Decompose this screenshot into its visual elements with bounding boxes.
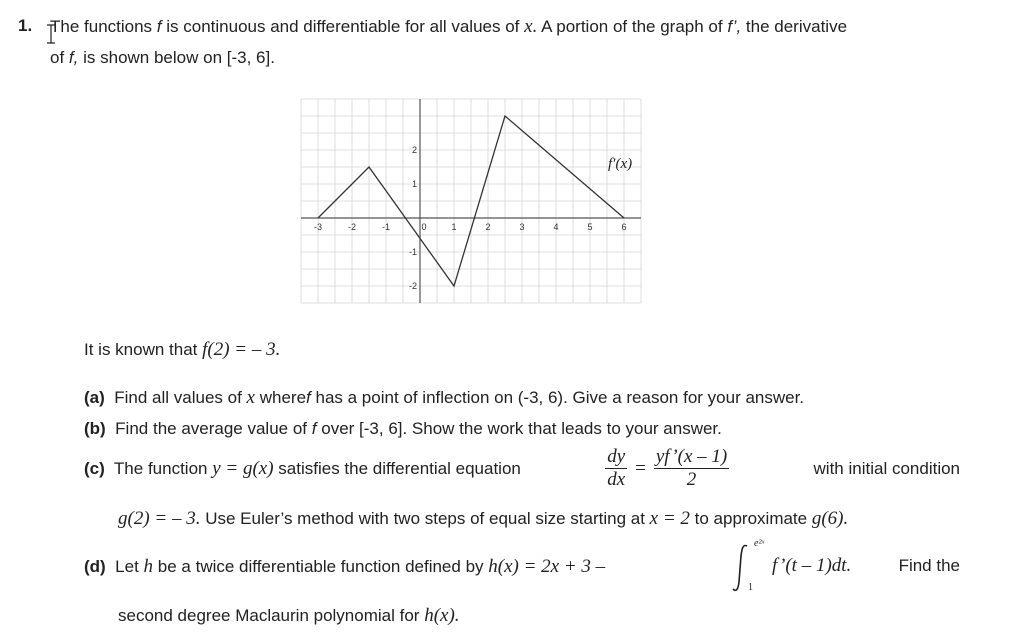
problem-intro-line2 bbox=[50, 48, 275, 68]
x-tick-label: -1 bbox=[381, 222, 391, 232]
rhs-numerator: yf’(x – 1) bbox=[655, 446, 728, 467]
intro-x: x. bbox=[524, 16, 538, 37]
part-a-x: x bbox=[246, 387, 255, 408]
problem-number: 1. bbox=[18, 16, 33, 35]
y-tick-label: 1 bbox=[411, 179, 417, 189]
part-c-text: Use Euler’s method with two steps of equal size starting at bbox=[205, 509, 645, 528]
part-c-diffeq bbox=[605, 446, 729, 491]
part-c-left bbox=[84, 458, 521, 480]
intro-f: f bbox=[156, 17, 162, 36]
part-d-hdef: h(x) = 2x + 3 – bbox=[488, 556, 606, 577]
part-b bbox=[84, 419, 722, 439]
part-a-text: Find all values of bbox=[114, 388, 242, 407]
dy-dx-fraction bbox=[605, 446, 627, 491]
part-c-x2: x = 2 bbox=[649, 508, 690, 529]
known-statement bbox=[84, 339, 280, 361]
part-c-text: to approximate bbox=[694, 509, 808, 528]
part-b-label: (b) bbox=[84, 419, 106, 438]
intro-text: the derivative bbox=[745, 17, 848, 36]
part-a-label: (a) bbox=[84, 388, 105, 407]
part-b-text: over [-3, 6]. Show the work that leads to your answer. bbox=[321, 419, 722, 438]
part-c-line2 bbox=[118, 508, 848, 530]
y-tick-label: -2 bbox=[408, 281, 417, 291]
part-d-text: be a twice differentiable function defined by bbox=[157, 557, 484, 576]
part-a-f: f bbox=[306, 388, 311, 407]
part-c-text: satisfies the differential equation bbox=[278, 458, 521, 478]
part-c-label: (c) bbox=[84, 458, 105, 478]
x-tick-label: -3 bbox=[313, 222, 323, 232]
dx: dx bbox=[607, 469, 626, 490]
integral-lower-limit: 1 bbox=[748, 582, 753, 593]
y-tick-label: -1 bbox=[408, 247, 417, 257]
graph-grid bbox=[301, 99, 641, 303]
x-tick-label: -2 bbox=[347, 222, 357, 232]
part-c-g6: g(6). bbox=[811, 508, 849, 529]
dy: dy bbox=[607, 446, 626, 467]
x-tick-label: 4 bbox=[553, 222, 559, 232]
part-c-line1 bbox=[84, 446, 960, 491]
x-tick-label: 1 bbox=[451, 222, 457, 232]
x-tick-label: 0 bbox=[421, 222, 427, 232]
equals-sign: = bbox=[635, 457, 646, 479]
part-a-text: where bbox=[259, 388, 307, 407]
intro-text: of bbox=[50, 48, 65, 67]
x-tick-label: 6 bbox=[621, 222, 627, 232]
part-d-text: second degree Maclaurin polynomial for bbox=[118, 606, 420, 625]
part-d-text: Let bbox=[115, 557, 139, 576]
part-b-text: Find the average value of bbox=[115, 419, 308, 438]
part-c-text: The function bbox=[113, 458, 208, 478]
intro-f: f, bbox=[68, 48, 79, 67]
derivative-graph bbox=[313, 136, 658, 308]
known-prefix: It is known that bbox=[84, 340, 198, 359]
curve-label: f′(x) bbox=[608, 156, 633, 172]
part-a bbox=[84, 387, 804, 409]
part-d-text: Find the bbox=[898, 556, 960, 575]
part-c-text: with initial condition bbox=[813, 458, 960, 478]
intro-text: A portion of the graph of bbox=[541, 17, 723, 36]
integrand: f’(t – 1)dt. bbox=[772, 555, 852, 576]
problem-intro-line1 bbox=[50, 16, 847, 38]
y-tick-label: 2 bbox=[411, 145, 417, 155]
part-d-hx: h(x). bbox=[424, 605, 460, 626]
part-d-line2 bbox=[118, 605, 460, 627]
part-d-line1 bbox=[84, 540, 960, 596]
part-b-f: f bbox=[311, 419, 317, 438]
x-tick-label: 3 bbox=[519, 222, 525, 232]
rhs-denominator: 2 bbox=[686, 469, 697, 490]
part-c-g2: g(2) = – 3. bbox=[118, 508, 201, 529]
part-d-label: (d) bbox=[84, 557, 106, 576]
rhs-fraction bbox=[654, 446, 729, 491]
part-a-text: has a point of inflection on (-3, 6). Give a reason for your answer. bbox=[315, 388, 805, 407]
intro-text: The functions bbox=[50, 17, 153, 36]
part-d-h: h bbox=[143, 556, 154, 577]
x-tick-label: 2 bbox=[485, 222, 491, 232]
intro-fprime: f’, bbox=[727, 17, 742, 36]
part-d-left bbox=[84, 556, 605, 578]
intro-text: is shown below on [-3, 6]. bbox=[83, 48, 275, 67]
known-expr: f(2) = – 3. bbox=[202, 339, 281, 360]
integral-upper-limit: e²ˣ bbox=[754, 538, 765, 549]
x-tick-label: 5 bbox=[587, 222, 593, 232]
intro-text: is continuous and differentiable for all values of bbox=[166, 17, 520, 36]
part-c-eq: y = g(x) bbox=[212, 457, 274, 479]
